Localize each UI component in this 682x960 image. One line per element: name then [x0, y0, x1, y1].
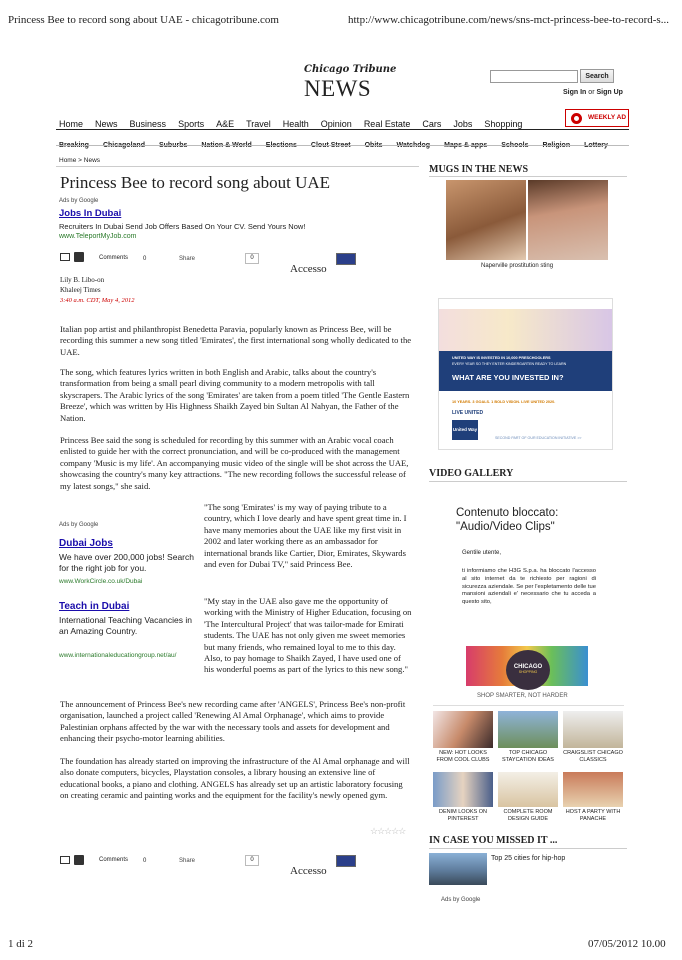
- shopping-tagline: SHOP SMARTER, NOT HARDER: [477, 693, 568, 699]
- nav-divider: [56, 129, 629, 130]
- shop-caption-1[interactable]: NEW: HOT LOOKS FROM COOL CLUBS: [436, 750, 490, 763]
- shop-caption-2[interactable]: TOP CHICAGO STAYCATION IDEAS: [502, 750, 554, 763]
- main-nav-item[interactable]: Health: [282, 119, 309, 129]
- byline-source: Khaleej Times: [60, 286, 101, 294]
- ads-by-google: Ads by Google: [59, 198, 99, 204]
- blocked-greeting: Gentile utente,: [462, 550, 502, 556]
- sub-nav: [59, 134, 622, 152]
- mugs-rule: [429, 176, 627, 177]
- main-nav-item[interactable]: Home: [59, 119, 84, 129]
- account-links: [563, 89, 623, 96]
- video-gallery-title: VIDEO GALLERY: [429, 468, 514, 479]
- blocked-title: Contenuto bloccato: "Audio/Video Clips": [456, 507, 559, 533]
- united-way-live-united: LIVE UNITED: [452, 410, 484, 416]
- shopping-sub: SHOPPING: [518, 670, 538, 674]
- shop-thumb-3[interactable]: [563, 711, 623, 748]
- shop-caption-5[interactable]: COMPLETE ROOM DESIGN GUIDE: [503, 809, 553, 822]
- shop-thumb-1[interactable]: [433, 711, 493, 748]
- shop-thumb-5[interactable]: [498, 772, 558, 807]
- ad-jobs-in-dubai-url[interactable]: www.TeleportMyJob.com: [59, 233, 137, 240]
- paragraph-2: The song, which features lyrics written in both English and Arabic, talks about the country's transformation from being a small pearl diving community to a modern metropolis with tall skyscrapers. The Arabic lyrics of the song 'Emirates' are taken from a poem titled 'The Gentle Eastern Breeze', which was written by His Highness Shaikh Zayed bin Sultan Al Nahyan, the Father of the Nation.: [60, 367, 410, 423]
- quote-1: "The song 'Emirates' is my way of paying tribute to a country, which I love dearly and have spent great time in. I have many memories about the UAE like my first visit in 2002 and later working there as an ambassador for international brands like Cartier, Dior, Emirates, Skywards and even for Dubai TV," said Princess Bee.: [204, 502, 407, 570]
- shop-caption-4[interactable]: DENIM LOOKS ON PINTEREST: [439, 809, 487, 822]
- united-way-ad[interactable]: [438, 298, 613, 450]
- main-nav-item[interactable]: Travel: [246, 119, 271, 129]
- shop-caption-6[interactable]: HOST A PARTY WITH PANACHE: [565, 809, 621, 822]
- main-nav-item[interactable]: Shopping: [484, 119, 523, 129]
- united-way-logo: United Way: [452, 420, 478, 440]
- ad-jobs-in-dubai-link[interactable]: Jobs In Dubai: [59, 208, 122, 219]
- sign-in-link[interactable]: Sign In: [563, 89, 587, 96]
- united-way-headline-2: EVERY YEAR SO THEY ENTER KINDERGARTEN READY TO LEARN: [452, 362, 567, 366]
- sign-up-link[interactable]: Sign Up: [596, 89, 623, 96]
- rating-stars[interactable]: ☆☆☆☆☆: [370, 826, 406, 836]
- mugs-title: MUGS IN THE NEWS: [429, 164, 529, 175]
- article-title: Princess Bee to record song about UAE: [60, 173, 331, 192]
- print-icon-bottom[interactable]: [74, 855, 84, 865]
- print-icon[interactable]: [74, 252, 84, 262]
- shop-thumb-2[interactable]: [498, 711, 558, 748]
- masthead-section: NEWS: [304, 76, 372, 101]
- shopping-divider: [433, 705, 624, 706]
- accesso-text-bottom: Accesso: [290, 865, 327, 877]
- blocked-plugin-icon-bottom: [336, 855, 356, 867]
- paragraph-5: The foundation has already started on improving the infrastructure of the Al Amal orphanage and will also donate computers, bicycles, Playstation consoles, a library housing an extensive line of educational books, a piano and clothing. ANGELS has already set up an artistic laboratory focusing on creating ceramic and painting works and the equipment for the facility's newly opened gym.: [60, 756, 410, 801]
- share-count-bottom: 0: [245, 855, 259, 866]
- print-date: 07/05/2012 10.00: [588, 938, 666, 950]
- ad-jobs-in-dubai-text: Recruiters In Dubai Send Job Offers Based On Your CV. Send Yours Now!: [59, 222, 306, 231]
- share-count: 0: [245, 253, 259, 264]
- breadcrumb-divider: [56, 166, 419, 167]
- byline-timestamp: 3:40 a.m. CDT, May 4, 2012: [60, 297, 135, 304]
- comments-label[interactable]: Comments: [99, 255, 129, 261]
- missed-thumb[interactable]: [429, 853, 487, 885]
- main-nav-item[interactable]: News: [95, 119, 118, 129]
- ad-dubai-jobs-link[interactable]: Dubai Jobs: [59, 538, 113, 549]
- sidebar-ads-by-google: Ads by Google: [441, 897, 481, 903]
- blocked-plugin-icon: [336, 253, 356, 265]
- united-way-question: WHAT ARE YOU INVESTED IN?: [452, 373, 564, 382]
- shop-thumb-6[interactable]: [563, 772, 623, 807]
- paragraph-1: Italian pop artist and philanthropist Benedetta Paravia, popularly known as Princess Bee, will be recording this summer a new song titled 'Emirates', the first international song wholly dedicated to the UAE.: [60, 324, 412, 357]
- shopping-badge: [506, 650, 550, 690]
- shopping-brand: CHICAGO: [513, 664, 543, 670]
- breadcrumb-sep: >: [78, 157, 82, 164]
- byline-author: Lily B. Libo-on: [60, 276, 105, 284]
- accesso-text: Accesso: [290, 263, 327, 275]
- or-text: or: [588, 89, 595, 96]
- weekly-ad-button[interactable]: [565, 109, 629, 127]
- paragraph-3: Princess Bee said the song is scheduled for recording by this summer with an Arabic vocal coach enlisted to guide her with the correct pronunciation, and will be co-produced with the management company 'Music is my life'. An accompanying music video of the single will be shot across the UAE, showcasing the country's many key attractions. "The new recording follows the successful release of my latest songs," she said.: [60, 435, 409, 491]
- quote-2: "My stay in the UAE also gave me the opportunity of working with the Ministry of Higher Education, focusing on 'The Intercultural Project' that was tailor-made for Emirati students. The UAE has not only given me sweet memories but many friends, who remained loyal to me to this day. Also, to pay homage to Shaikh Zayed, I have used one of his wonderful poems as part of the lyrics to this new song.": [204, 596, 412, 675]
- united-way-photo: [439, 309, 612, 351]
- main-nav-item[interactable]: Sports: [178, 119, 205, 129]
- search-button[interactable]: Search: [580, 69, 614, 83]
- united-way-headline-1: UNITED WAY IS INVESTED IN 10,000 PRESCHOOLERS: [452, 356, 551, 360]
- paragraph-4: The announcement of Princess Bee's new recording came after 'ANGELS', Princess Bee's non-profit organisation, launched a project called 'Renewing Al Amal Orphanage', which aims to provide Palestinian orphans affected by the war with the necessary tools and assets for development and enhancing their psycho-motor learning abilities.: [60, 699, 406, 744]
- subnav-divider: [56, 145, 629, 146]
- missed-rule: [429, 848, 627, 849]
- search-input[interactable]: [490, 70, 578, 83]
- email-icon[interactable]: [60, 253, 70, 261]
- main-nav-item[interactable]: Business: [129, 119, 167, 129]
- breadcrumb: [59, 157, 100, 164]
- print-title: Princess Bee to record song about UAE - chicagotribune.com: [8, 14, 279, 26]
- video-rule: [429, 481, 627, 482]
- ad-dubai-jobs-url[interactable]: www.WorkCircle.co.uk/Dubai: [59, 578, 143, 585]
- ad-teach-in-dubai-url[interactable]: www.internationaleducationgroup.net/au/: [59, 652, 177, 659]
- main-nav-item[interactable]: A&E: [216, 119, 235, 129]
- breadcrumb-home[interactable]: Home: [59, 157, 77, 164]
- ads-by-google-2: Ads by Google: [59, 522, 99, 528]
- missed-title: IN CASE YOU MISSED IT ...: [429, 835, 558, 846]
- mugshot-1[interactable]: [446, 180, 526, 260]
- target-logo-icon: [571, 113, 582, 124]
- ad-dubai-jobs-text: We have over 200,000 jobs! Search for the right job for you.: [59, 552, 194, 573]
- weekly-ad-label: WEEKLY AD: [588, 114, 627, 121]
- mugshot-2[interactable]: [528, 180, 608, 260]
- ad-teach-in-dubai-text: International Teaching Vacancies in an Amazing Country.: [59, 615, 192, 636]
- print-page-number: 1 di 2: [8, 938, 34, 950]
- main-nav-item[interactable]: Jobs: [453, 119, 473, 129]
- comments-count-bottom: 0: [143, 858, 147, 864]
- blocked-body: ti informiamo che H3G S.p.a. ha bloccato l'accesso al sito internet da te richiesto per ragioni di sicurezza aziendale. Se per l'espletamento delle tue mansioni aziendali e' necessario che tu acceda a questo sito,: [462, 568, 596, 606]
- missed-item-link[interactable]: Top 25 cities for hip-hop: [491, 855, 566, 862]
- masthead-logo[interactable]: Chicago Tribune: [304, 64, 397, 75]
- main-nav-item[interactable]: Real Estate: [363, 119, 411, 129]
- united-way-footer[interactable]: SECOND PART OF OUR EDUCATION INITIATIVE >>: [495, 436, 582, 440]
- comments-label-bottom[interactable]: Comments: [99, 857, 129, 863]
- shop-caption-3[interactable]: CRAIGSLIST CHICAGO CLASSICS: [563, 750, 623, 763]
- main-nav-item[interactable]: Opinion: [320, 119, 352, 129]
- united-way-tagline: 10 YEARS. 3 GOALS. 1 BOLD VISION. LIVE UNITED 2020.: [452, 400, 556, 404]
- comments-count: 0: [143, 256, 147, 262]
- mugs-caption[interactable]: Naperville prostitution sting: [481, 263, 554, 269]
- ad-teach-in-dubai-link[interactable]: Teach in Dubai: [59, 601, 130, 612]
- share-label[interactable]: Share: [179, 256, 196, 262]
- share-label-bottom[interactable]: Share: [179, 858, 196, 864]
- email-icon-bottom[interactable]: [60, 856, 70, 864]
- main-nav-item[interactable]: Cars: [422, 119, 442, 129]
- breadcrumb-current[interactable]: News: [83, 157, 101, 164]
- print-url: http://www.chicagotribune.com/news/sns-mct-princess-bee-to-record-s...: [348, 14, 669, 26]
- shop-thumb-4[interactable]: [433, 772, 493, 807]
